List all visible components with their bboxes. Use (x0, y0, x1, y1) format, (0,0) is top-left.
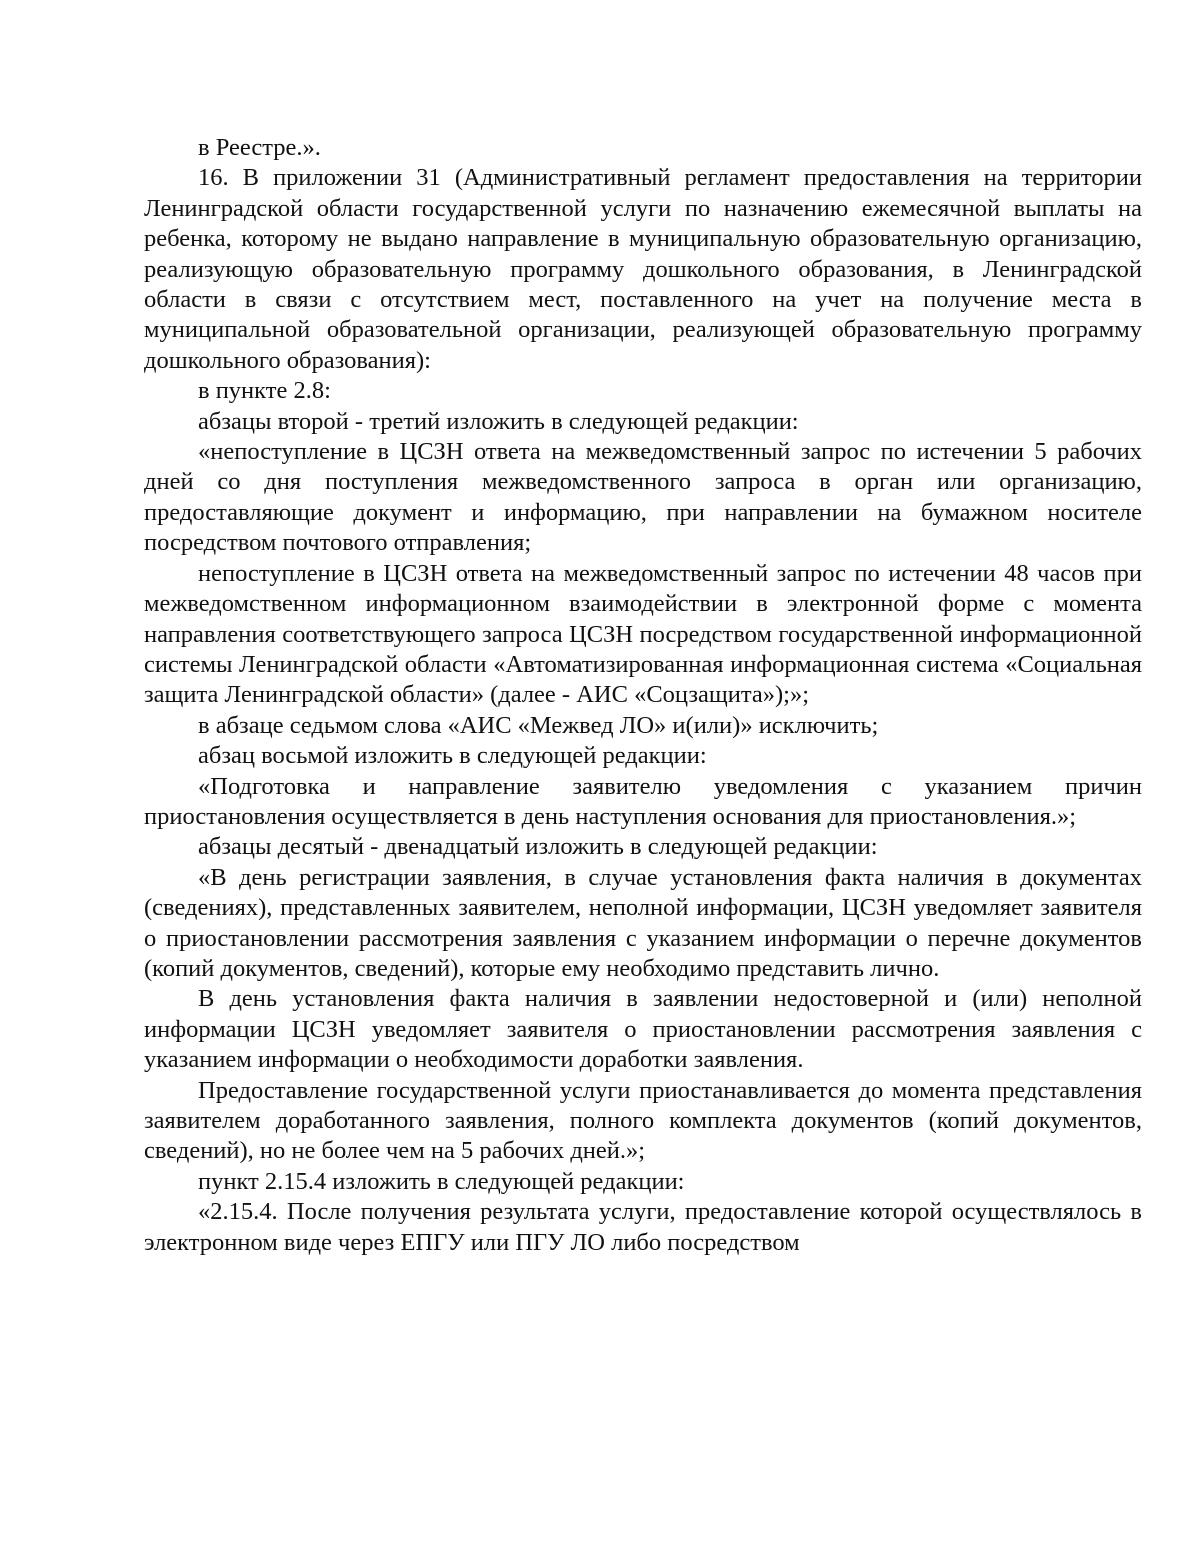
paragraph-abzac-8: абзац восьмой изложить в следующей редакции: (198, 742, 707, 770)
paragraph-point-2-8: в пункте 2.8: (198, 377, 331, 405)
paragraph-suspension: Предоставление государственной услуги приостанавливается до момента представления заявителем доработанного заявления, полного комплекта документов (копий документов, сведений), но не более чем на 5 рабочих дней.»; (144, 1076, 1142, 1165)
document-body (144, 133, 1142, 1258)
paragraph-establishment-day: В день установления факта наличия в заявлении недостоверной и (или) неполной информации ЦСЗН уведомляет заявителя о приостановлении рассмотрения заявления с указанием информации о необходимости доработки заявления. (144, 985, 1142, 1074)
paragraph-notification: «Подготовка и направление заявителю уведомления с указанием причин приостановления осуществляется в день наступления основания для приостановления.»; (144, 772, 1142, 830)
paragraph-abzacy-2-3: абзацы второй - третий изложить в следующей редакции: (198, 407, 799, 435)
paragraph-abzac-7: в абзаце седьмом слова «АИС «Межвед ЛО» и(или)» исключить; (198, 711, 879, 739)
paragraph-48-hours: непоступление в ЦСЗН ответа на межведомственный запрос по истечении 48 часов при межведомственном информационном взаимодействии в электронной форме с момента направления соответствующего запроса ЦСЗН посредством государственной информационной системы Ленинградской области «Автоматизированная информационная система «Социальная защита Ленинградской области» (далее - АИС «Соцзащита»);»; (144, 559, 1142, 709)
paragraph-point-2-15-4: пункт 2.15.4 изложить в следующей редакции: (198, 1167, 685, 1195)
paragraph-item-16: 16. В приложении 31 (Административный регламент предоставления на территории Ленинградской области государственной услуги по назначению ежемесячной выплаты на ребенка, которому не выдано направление в муниципальную образовательную организацию, реализующую образовательную программу дошкольного образования, в Ленинградской области в связи с отсутствием мест, поставленного на учет на получение места в муниципальной образовательной организации, реализующей образовательную программу дошкольного образования): (144, 164, 1142, 374)
paragraph-abzacy-10-12: абзацы десятый - двенадцатый изложить в следующей редакции: (198, 833, 878, 861)
paragraph-registration-day: «В день регистрации заявления, в случае установления факта наличия в документах (сведениях), представленных заявителем, неполной информации, ЦСЗН уведомляет заявителя о приостановлении рассмотрения заявления с указанием информации о перечне документов (копий документов, сведений), которые ему необходимо представить лично. (144, 863, 1142, 982)
paragraph-2-15-4-text: «2.15.4. После получения результата услуги, предоставление которой осуществлялось в электронном виде через ЕПГУ или ПГУ ЛО либо посредством (144, 1198, 1142, 1256)
paragraph-quote-5-days: «непоступление в ЦСЗН ответа на межведомственный запрос по истечении 5 рабочих дней со дня поступления межведомственного запроса в орган или организацию, предоставляющие документ и информацию, при направлении на бумажном носителе посредством почтового отправления; (144, 438, 1142, 557)
paragraph-reestr-ending: в Реестре.». (198, 134, 321, 161)
